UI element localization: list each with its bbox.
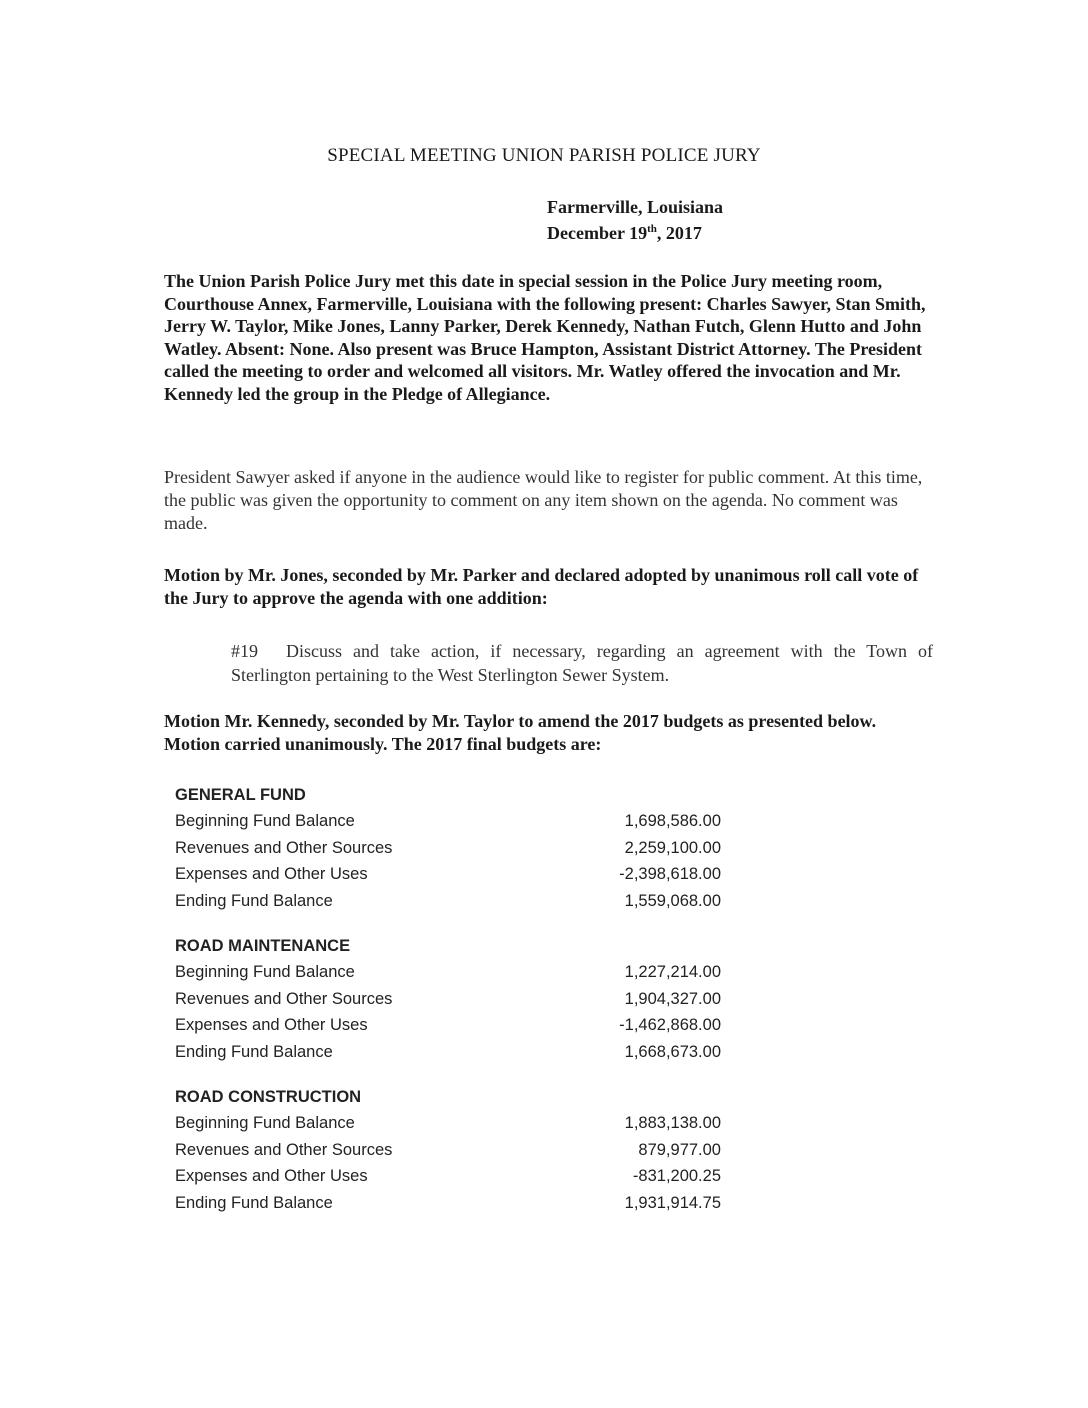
row-value: 879,977.00 [638,1140,721,1159]
table-row [175,1190,735,1217]
fund-heading: ROAD MAINTENANCE [175,937,351,955]
table-row [175,1039,735,1066]
table-row [175,861,735,888]
agenda-motion-paragraph: Motion by Mr. Jones, seconded by Mr. Parker and declared adopted by unanimous roll call vote of the Jury to approve the agenda with one addition: [164,565,919,608]
table-row [175,1137,735,1164]
fund-heading: GENERAL FUND [175,786,306,804]
row-label: Ending Fund Balance [175,1042,333,1061]
row-label: Beginning Fund Balance [175,963,355,981]
row-value: 1,883,138.00 [624,1114,721,1132]
row-value: -831,200.25 [632,1167,721,1185]
row-label: Expenses and Other Uses [175,865,368,883]
date-main: December 19 [547,223,648,243]
row-label: Revenues and Other Sources [175,989,393,1008]
row-label: Beginning Fund Balance [175,812,355,830]
fund-section [175,933,735,1065]
fund-section [175,782,735,914]
row-label: Beginning Fund Balance [175,1114,355,1132]
agenda-item-number: #19 [231,641,258,661]
row-label: Ending Fund Balance [175,1193,333,1212]
row-value: -1,462,868.00 [619,1016,721,1034]
agenda-item-text: Discuss and take action, if necessary, regarding an agreement with the Town of Sterlington pertaining to the West Sterlington Sewer System. [231,641,933,685]
budget-table [175,782,735,1235]
page-title: SPECIAL MEETING UNION PARISH POLICE JURY [327,145,761,166]
table-row [175,1110,735,1137]
fund-heading: ROAD CONSTRUCTION [175,1088,362,1106]
table-row [175,959,735,986]
row-label: Expenses and Other Uses [175,1167,368,1185]
date-ordinal: th [647,223,657,235]
row-value: 2,259,100.00 [624,838,721,857]
row-label: Expenses and Other Uses [175,1016,368,1034]
table-row [175,888,735,915]
row-label: Revenues and Other Sources [175,1140,393,1159]
table-row [175,808,735,835]
row-value: 1,904,327.00 [624,989,721,1008]
row-value: 1,668,673.00 [624,1042,721,1061]
table-row [175,986,735,1013]
row-value: 1,559,068.00 [624,891,721,910]
table-row [175,1012,735,1039]
fund-section [175,1084,735,1216]
agenda-addition-item [231,639,933,687]
budget-motion-paragraph: Motion Mr. Kennedy, seconded by Mr. Taylor to amend the 2017 budgets as presented below. Motion carried unanimously. The 2017 final budgets are: [164,711,877,754]
public-comment-paragraph: President Sawyer asked if anyone in the audience would like to register for public comment. At this time, the public was given the opportunity to comment on any item shown on the agenda. No comment was made. [164,467,923,533]
date-year: , 2017 [656,223,702,243]
row-label: Ending Fund Balance [175,891,333,910]
row-value: 1,698,586.00 [624,812,721,830]
table-row [175,1163,735,1190]
row-value: 1,931,914.75 [624,1193,721,1212]
row-label: Revenues and Other Sources [175,838,393,857]
attendance-paragraph: The Union Parish Police Jury met this date in special session in the Police Jury meeting room, Courthouse Annex, Farmerville, Louisiana with the following present: Charles Sawyer, Stan Smith, Jerry W. Taylor, Mike Jones, Lanny Parker, Derek Kennedy, Nathan Futch, Glenn Hutto and John Watley. Absent: None. Also present was Bruce Hampton, Assistant District Attorney. The President called the meeting to order and welcomed all visitors. Mr. Watley offered the invocation and Mr. Kennedy led the group in the Pledge of Allegiance. [164,271,926,404]
row-value: 1,227,214.00 [624,963,721,981]
row-value: -2,398,618.00 [619,865,721,883]
meeting-place: Farmerville, Louisiana [547,197,723,217]
table-row [175,835,735,862]
meeting-date [547,218,702,244]
